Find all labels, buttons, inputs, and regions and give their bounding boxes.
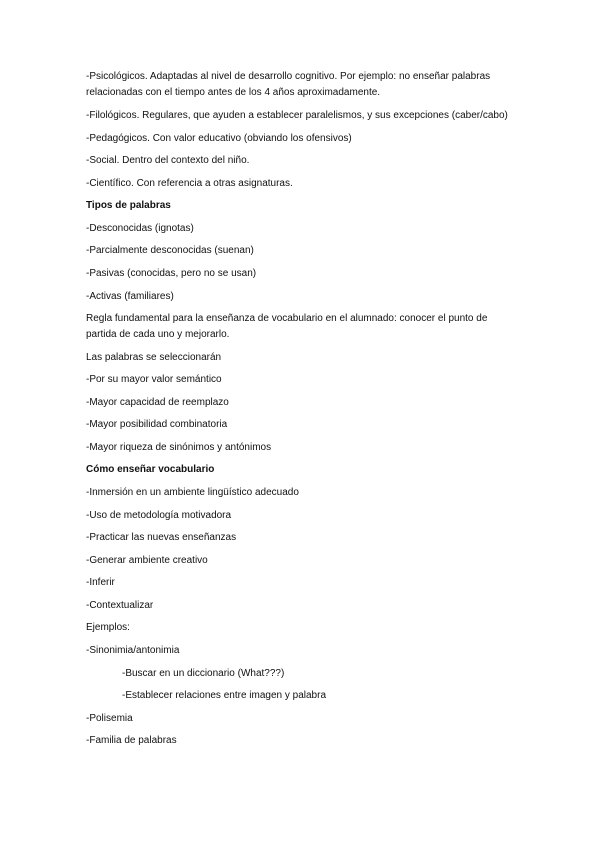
list-item-posibilidad-combinatoria: -Mayor posibilidad combinatoria [86, 419, 228, 430]
list-item-practicar: -Practicar las nuevas enseñanzas [86, 532, 237, 543]
paragraph-social: -Social. Dentro del contexto del niño. [86, 155, 250, 166]
paragraph-cientifico: -Científico. Con referencia a otras asignaturas. [86, 178, 293, 189]
list-item-metodologia-motivadora: -Uso de metodología motivadora [86, 510, 232, 521]
list-item-inmersion: -Inmersión en un ambiente lingüístico adecuado [86, 487, 299, 498]
list-item-desconocidas: -Desconocidas (ignotas) [86, 223, 194, 234]
paragraph-filologicos: -Filológicos. Regulares, que ayuden a establecer paralelismos, y sus excepciones (caber/cabo) [86, 110, 508, 121]
paragraph-ejemplos: Ejemplos: [86, 622, 130, 633]
list-item-riqueza-sinonimos: -Mayor riqueza de sinónimos y antónimos [86, 442, 272, 453]
paragraph-pedagogicos: -Pedagógicos. Con valor educativo (obviando los ofensivos) [86, 133, 352, 144]
list-item-inferir: -Inferir [86, 577, 115, 588]
list-item-activas: -Activas (familiares) [86, 291, 174, 302]
heading-tipos-de-palabras: Tipos de palabras [86, 200, 171, 211]
list-item-sinonimia: -Sinonimia/antonimia [86, 645, 180, 656]
paragraph-palabras-seleccionaran: Las palabras se seleccionarán [86, 352, 222, 363]
heading-como-ensenar-vocabulario: Cómo enseñar vocabulario [86, 464, 215, 475]
list-item-parcialmente-desconocidas: -Parcialmente desconocidas (suenan) [86, 245, 254, 256]
list-item-contextualizar: -Contextualizar [86, 600, 154, 611]
sub-item-imagen-palabra: -Establecer relaciones entre imagen y palabra [122, 690, 326, 701]
list-item-capacidad-reemplazo: -Mayor capacidad de reemplazo [86, 397, 229, 408]
paragraph-regla-fundamental: Regla fundamental para la enseñanza de vocabulario en el alumnado: conocer el punto de partida de cada uno y mejorarlo. [86, 313, 488, 340]
list-item-familia-palabras: -Familia de palabras [86, 735, 177, 746]
list-item-valor-semantico: -Por su mayor valor semántico [86, 374, 222, 385]
sub-item-diccionario: -Buscar en un diccionario (What???) [122, 668, 285, 679]
list-item-ambiente-creativo: -Generar ambiente creativo [86, 555, 208, 566]
list-item-polisemia: -Polisemia [86, 713, 133, 724]
paragraph-psicologicos: -Psicológicos. Adaptadas al nivel de desarrollo cognitivo. Por ejemplo: no enseñar palabras relacionadas con el tiempo antes de los 4 años aproximadamente. [86, 71, 491, 98]
list-item-pasivas: -Pasivas (conocidas, pero no se usan) [86, 268, 257, 279]
